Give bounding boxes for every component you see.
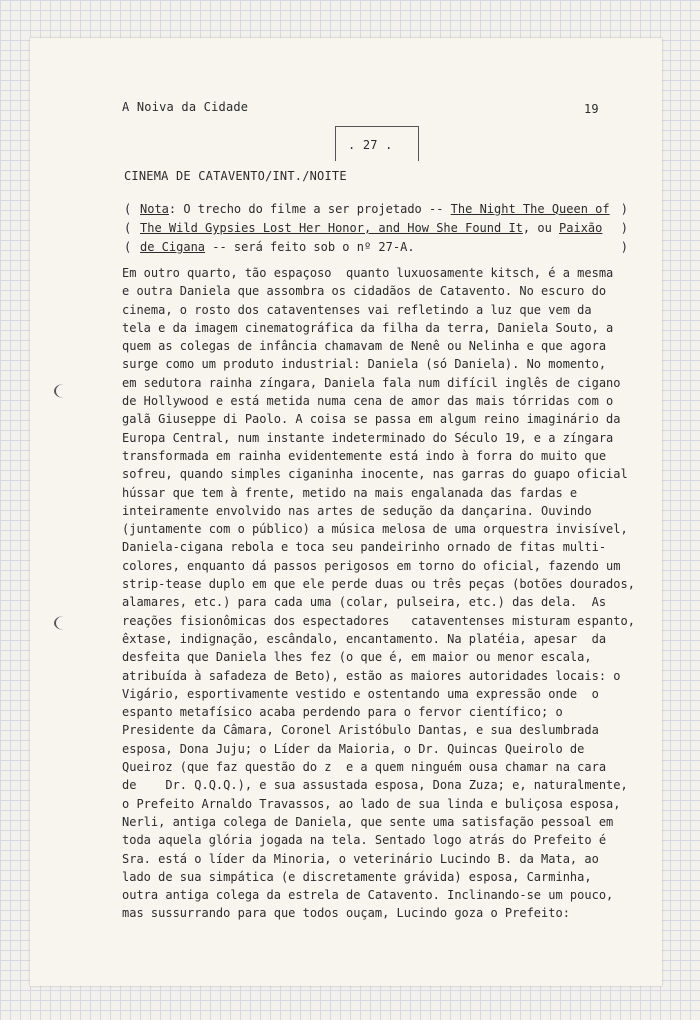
- punch-hole-mark: [54, 616, 74, 630]
- body-line: inteiramente envolvido nas artes de sedução da dançarina. Ouvindo: [122, 503, 592, 518]
- body-line: desfeita que Daniela lhes fez (o que é, em maior ou menor escala,: [122, 650, 592, 665]
- body-line: hússar que tem à frente, metido na mais engalanada das fardas e: [122, 485, 578, 500]
- body-line: de Dr. Q.Q.Q.), e sua assustada esposa, Dona Zuza; e, naturalmente,: [122, 778, 628, 793]
- body-line: surge como um produto industrial: Daniela (só Daniela). No momento,: [122, 357, 607, 372]
- note-open-paren: (: [124, 240, 132, 254]
- note-open-paren: (: [124, 221, 132, 235]
- note-close-paren: ): [620, 221, 628, 235]
- body-line: esposa, Dona Juju; o Líder da Maioria, o Dr. Quincas Queirolo de: [122, 741, 585, 756]
- body-line: quem as colegas de infância chamavam de Nenê ou Nelinha e que agora: [122, 339, 607, 354]
- note-close-paren: ): [620, 240, 628, 254]
- note-line-text: [140, 221, 602, 235]
- page-number: 19: [584, 102, 599, 116]
- body-line: toda aquela glória jogada na tela. Sentado logo atrás do Prefeito é: [122, 833, 607, 848]
- note-text: : O trecho do filme a ser projetado --: [168, 202, 451, 216]
- note-line: [124, 202, 628, 221]
- body-line: Daniela-cigana rebola e toca seu pandeirinho ornado de fitas multi-: [122, 540, 607, 555]
- body-line: êxtase, indignação, escândalo, encantamento. Na platéia, apesar da: [122, 631, 607, 646]
- scene-number: . 27 .: [348, 138, 393, 152]
- body-text: [122, 266, 652, 925]
- body-line: alamares, etc.) para cada uma (colar, pulseira, etc.) das dela. As: [122, 595, 607, 610]
- body-line: reações fisionômicas dos espectadores cataventenses misturam espanto,: [122, 613, 635, 628]
- body-line: Em outro quarto, tão espaçoso quanto luxuosamente kitsch, é a mesma: [122, 266, 614, 280]
- underlined-title: Nota: [140, 202, 169, 216]
- body-line: Europa Central, num instante indeterminado do Século 19, e a zíngara: [122, 430, 614, 445]
- body-line: mas sussurrando para que todos ouçam, Lucindo goza o Prefeito:: [122, 906, 570, 921]
- production-note: [124, 202, 628, 259]
- body-line: tela e da imagem cinematográfica da filha da terra, Daniela Souto, a: [122, 320, 614, 335]
- body-line: em sedutora rainha zíngara, Daniela fala num difícil inglês de cigano: [122, 375, 621, 390]
- note-text: , ou: [522, 221, 560, 235]
- note-line-text: [140, 240, 415, 254]
- body-line: Sra. está o líder da Minoria, o veterinário Lucindo B. da Mata, ao: [122, 851, 599, 866]
- note-close-paren: ): [620, 202, 628, 216]
- underlined-title: The Wild Gypsies Lost Her Honor, and How She Found It: [140, 221, 523, 235]
- body-line: strip-tease duplo em que ele perde duas ou três peças (botões dourados,: [122, 577, 635, 592]
- body-line: (juntamente com o público) a música melosa de uma orquestra invisível,: [122, 522, 628, 537]
- body-line: espanto metafísico acaba perdendo para o fervor científico; o: [122, 705, 563, 720]
- body-line: o Prefeito Arnaldo Travassos, ao lado de sua linda e buliçosa esposa,: [122, 796, 621, 811]
- body-line: colores, enquanto dá passos perigosos em torno do oficial, fazendo um: [122, 558, 621, 573]
- body-line: cinema, o rosto dos cataventenses vai refletindo a luz que vem da: [122, 302, 592, 317]
- scene-heading: CINEMA DE CATAVENTO/INT./NOITE: [124, 169, 347, 183]
- underlined-title: The Night The Queen of: [450, 202, 610, 216]
- header-title: A Noiva da Cidade: [122, 100, 249, 114]
- typed-page: [30, 38, 662, 986]
- note-line-text: [140, 202, 610, 216]
- punch-hole-mark: [54, 384, 74, 398]
- body-line: lado de sua simpática (e discretamente grávida) esposa, Carminha,: [122, 869, 592, 884]
- body-line: outra antiga colega da estrela de Catavento. Inclinando-se um pouco,: [122, 888, 614, 903]
- body-line: sofreu, quando simples ciganinha inocente, nas garras do guapo oficial: [122, 467, 628, 482]
- note-text: -- será feito sob o nº 27-A.: [205, 240, 415, 254]
- body-line: transformada em rainha evidentemente está indo à forra do muito que: [122, 448, 607, 463]
- body-line: Nerli, antiga colega de Daniela, que sente uma satisfação pessoal em: [122, 814, 614, 829]
- note-line: [124, 240, 628, 259]
- underlined-title: de Cigana: [140, 240, 206, 254]
- body-line: galã Giuseppe di Paolo. A coisa se passa em algum reino imaginário da: [122, 412, 621, 427]
- note-line: [124, 221, 628, 240]
- body-line: Queiroz (que faz questão do z e a quem ninguém ousa chamar na cara: [122, 760, 607, 775]
- note-open-paren: (: [124, 202, 132, 216]
- body-line: atribuída à safadeza de Beto), estão as maiores autoridades locais: o: [122, 668, 621, 683]
- body-line: Presidente da Câmara, Coronel Aristóbulo Dantas, e sua deslumbrada: [122, 723, 599, 738]
- body-line: e outra Daniela que assombra os cidadãos de Catavento. No escuro do: [122, 284, 607, 299]
- body-line: de Hollywood e está metida numa cena de amor das mais tórridas com o: [122, 394, 614, 409]
- body-line: Vigário, esportivamente vestido e ostentando uma expressão onde o: [122, 686, 599, 701]
- underlined-title: Paixão: [559, 221, 603, 235]
